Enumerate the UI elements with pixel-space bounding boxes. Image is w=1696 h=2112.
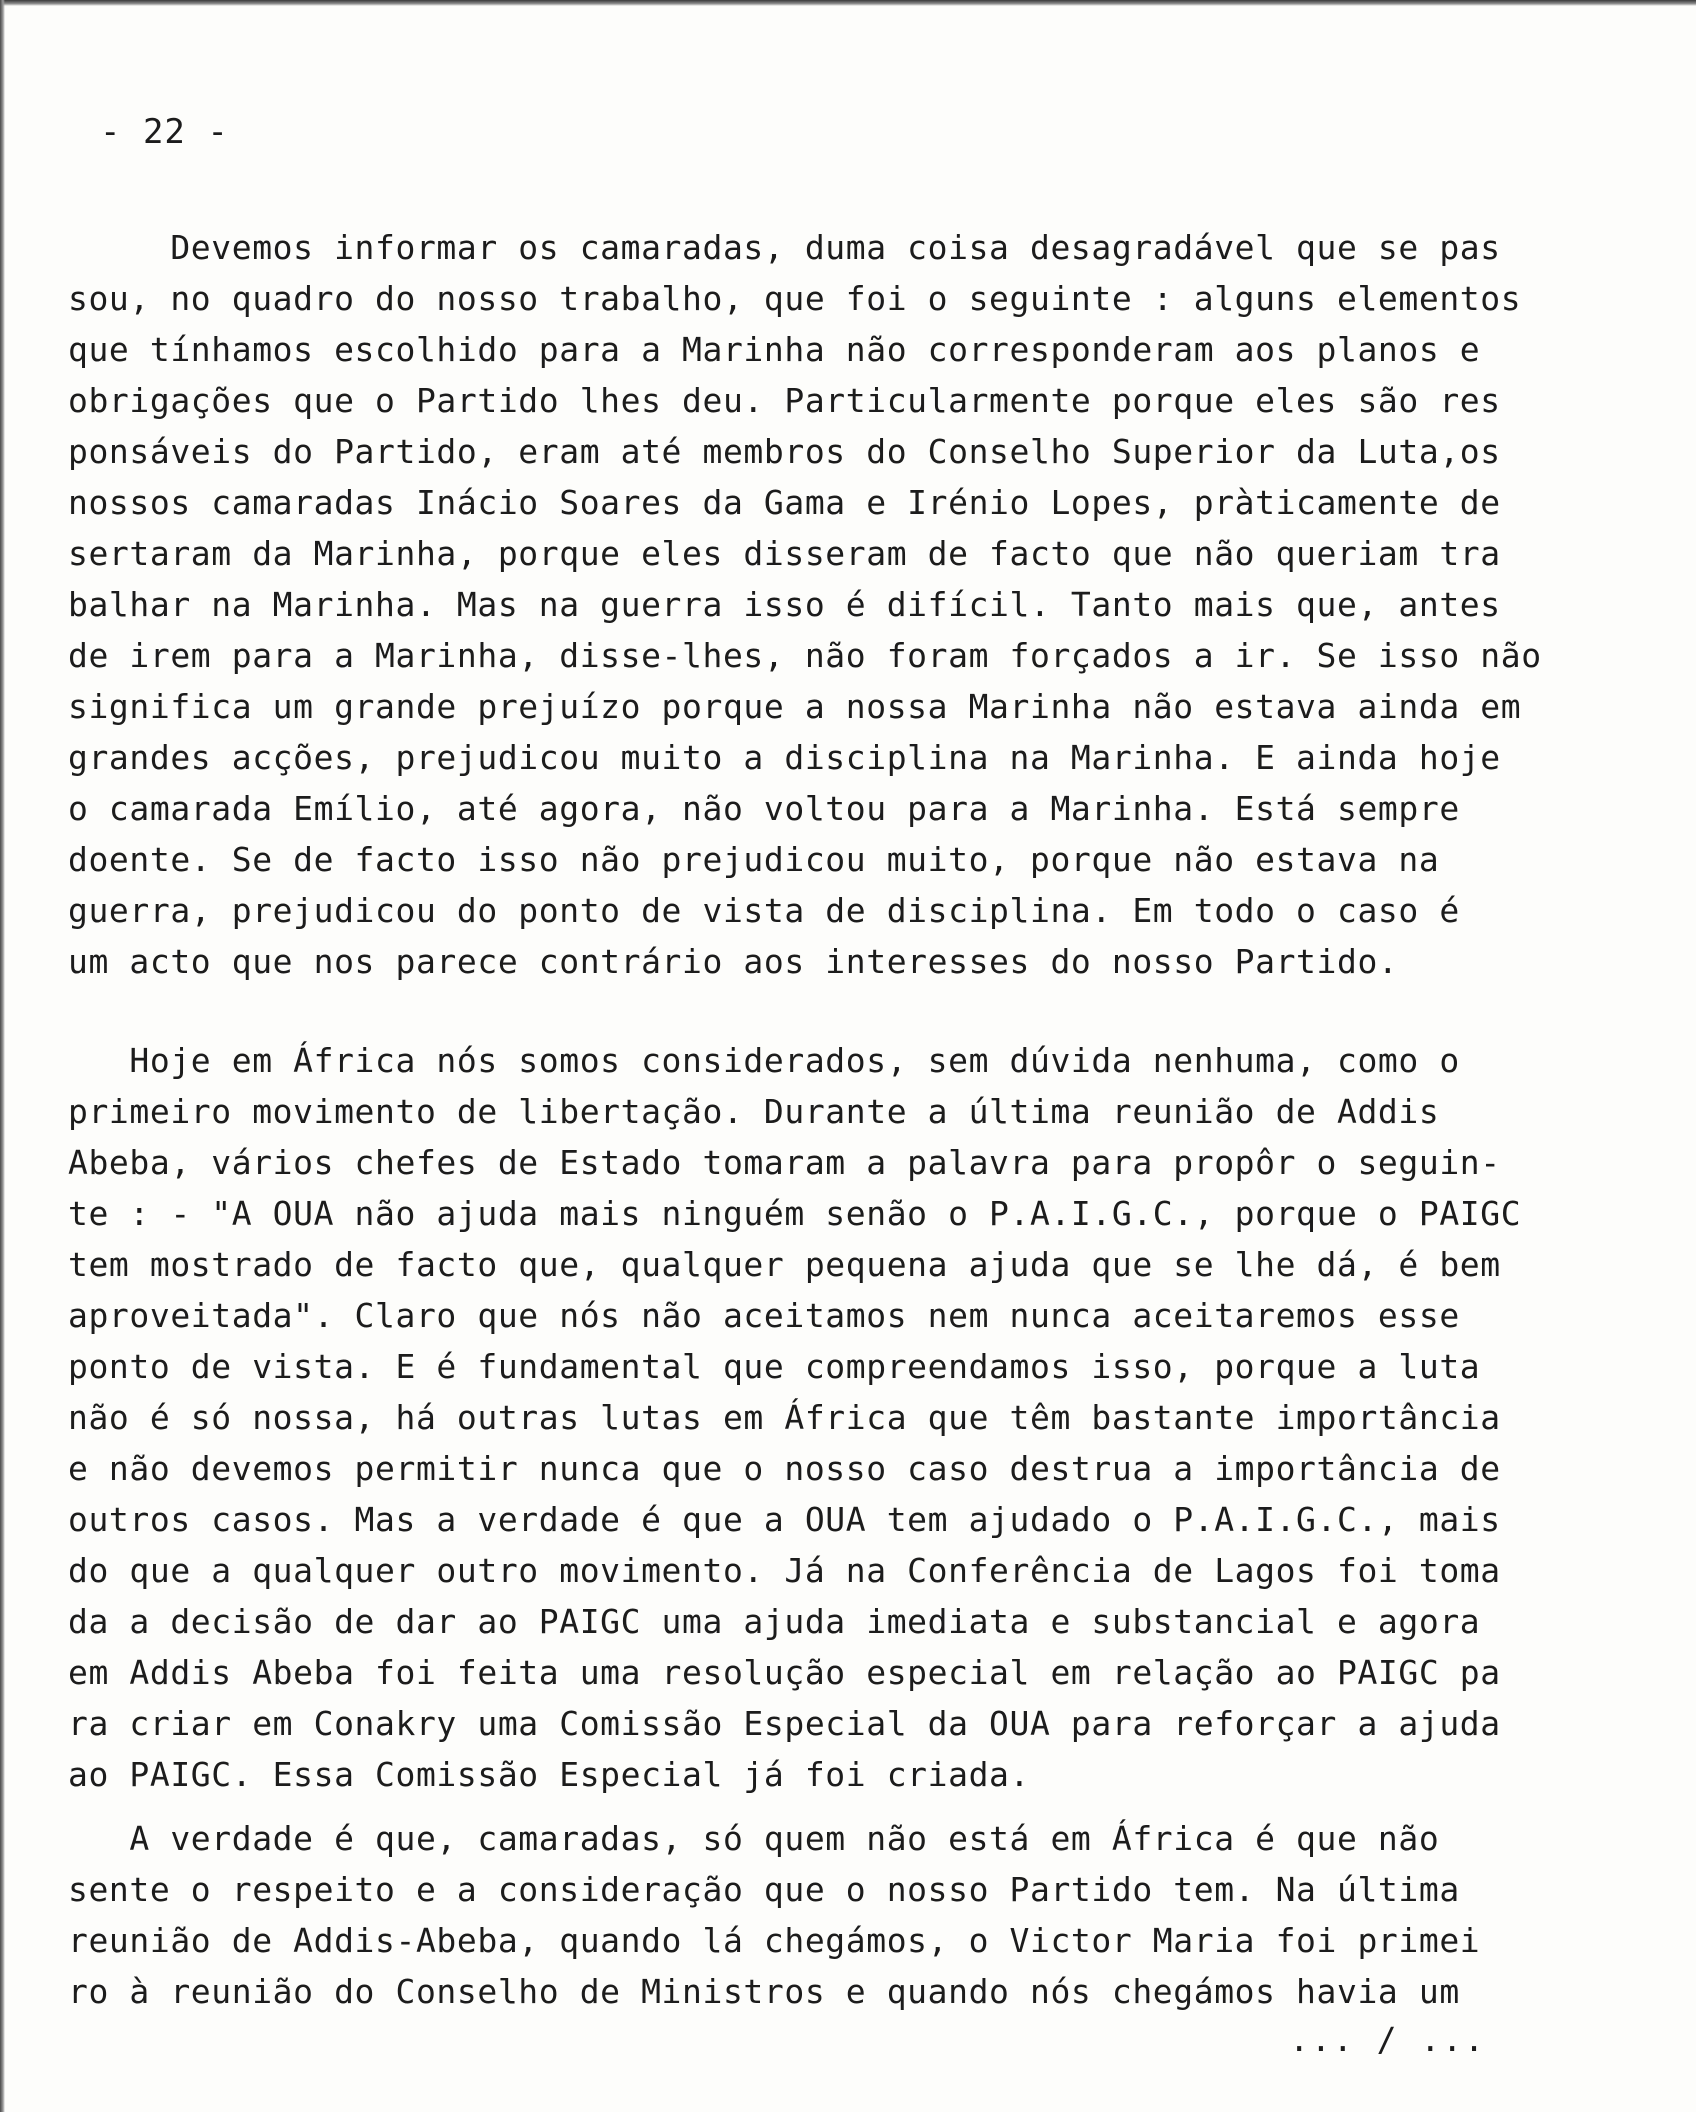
text-line: sertaram da Marinha, porque eles disseram de facto que não queriam tra (68, 534, 1501, 573)
scan-left-edge (0, 0, 5, 2112)
text-line: te : - "A OUA não ajuda mais ninguém senão o P.A.I.G.C., porque o PAIGC (68, 1194, 1522, 1233)
text-line: e não devemos permitir nunca que o nosso caso destrua a importância de (68, 1449, 1501, 1488)
text-line: reunião de Addis-Abeba, quando lá chegámos, o Victor Maria foi primei (68, 1921, 1481, 1960)
text-line: aproveitada". Claro que nós não aceitamos nem nunca aceitaremos esse (68, 1296, 1460, 1335)
text-line: sou, no quadro do nosso trabalho, que foi o seguinte : alguns elementos (68, 279, 1522, 318)
text-line: Devemos informar os camaradas, duma coisa desagradável que se pas (68, 228, 1501, 267)
text-line: do que a qualquer outro movimento. Já na Conferência de Lagos foi toma (68, 1551, 1501, 1590)
text-line: primeiro movimento de libertação. Durante a última reunião de Addis (68, 1092, 1440, 1131)
text-line: de irem para a Marinha, disse-lhes, não foram forçados a ir. Se isso não (68, 636, 1542, 675)
paragraph-3 (68, 1813, 1658, 2017)
text-line: grandes acções, prejudicou muito a disciplina na Marinha. E ainda hoje (68, 738, 1501, 777)
text-line: A verdade é que, camaradas, só quem não está em África é que não (68, 1819, 1440, 1858)
paragraph-2 (68, 1035, 1658, 1800)
text-line: um acto que nos parece contrário aos interesses do nosso Partido. (68, 942, 1399, 981)
text-line: significa um grande prejuízo porque a nossa Marinha não estava ainda em (68, 687, 1522, 726)
text-line: outros casos. Mas a verdade é que a OUA tem ajudado o P.A.I.G.C., mais (68, 1500, 1501, 1539)
text-line: em Addis Abeba foi feita uma resolução especial em relação ao PAIGC pa (68, 1653, 1501, 1692)
text-line: o camarada Emílio, até agora, não voltou para a Marinha. Está sempre (68, 789, 1460, 828)
text-line: ra criar em Conakry uma Comissão Especial da OUA para reforçar a ajuda (68, 1704, 1501, 1743)
text-line: ao PAIGC. Essa Comissão Especial já foi criada. (68, 1755, 1030, 1794)
text-line: da a decisão de dar ao PAIGC uma ajuda imediata e substancial e agora (68, 1602, 1481, 1641)
text-line: não é só nossa, há outras lutas em África que têm bastante importância (68, 1398, 1501, 1437)
text-line: tem mostrado de facto que, qualquer pequena ajuda que se lhe dá, é bem (68, 1245, 1501, 1284)
page-number: - 22 - (100, 112, 229, 152)
text-line: ponto de vista. E é fundamental que compreendamos isso, porque a luta (68, 1347, 1481, 1386)
text-line: ponsáveis do Partido, eram até membros do Conselho Superior da Luta,os (68, 432, 1501, 471)
text-line: balhar na Marinha. Mas na guerra isso é difícil. Tanto mais que, antes (68, 585, 1501, 624)
text-line: doente. Se de facto isso não prejudicou muito, porque não estava na (68, 840, 1440, 879)
text-line: guerra, prejudicou do ponto de vista de disciplina. Em todo o caso é (68, 891, 1460, 930)
paragraph-1 (68, 222, 1658, 987)
text-line: nossos camaradas Inácio Soares da Gama e Irénio Lopes, pràticamente de (68, 483, 1501, 522)
scan-top-edge (0, 0, 1696, 6)
text-line: Hoje em África nós somos considerados, sem dúvida nenhuma, como o (68, 1041, 1460, 1080)
text-line: Abeba, vários chefes de Estado tomaram a palavra para propôr o seguin- (68, 1143, 1501, 1182)
text-line: sente o respeito e a consideração que o nosso Partido tem. Na última (68, 1870, 1460, 1909)
text-line: ro à reunião do Conselho de Ministros e quando nós chegámos havia um (68, 1972, 1460, 2011)
text-line: que tínhamos escolhido para a Marinha não corresponderam aos planos e (68, 330, 1481, 369)
text-line: obrigações que o Partido lhes deu. Particularmente porque eles são res (68, 381, 1501, 420)
continuation-mark: ... / ... (1289, 2020, 1486, 2059)
